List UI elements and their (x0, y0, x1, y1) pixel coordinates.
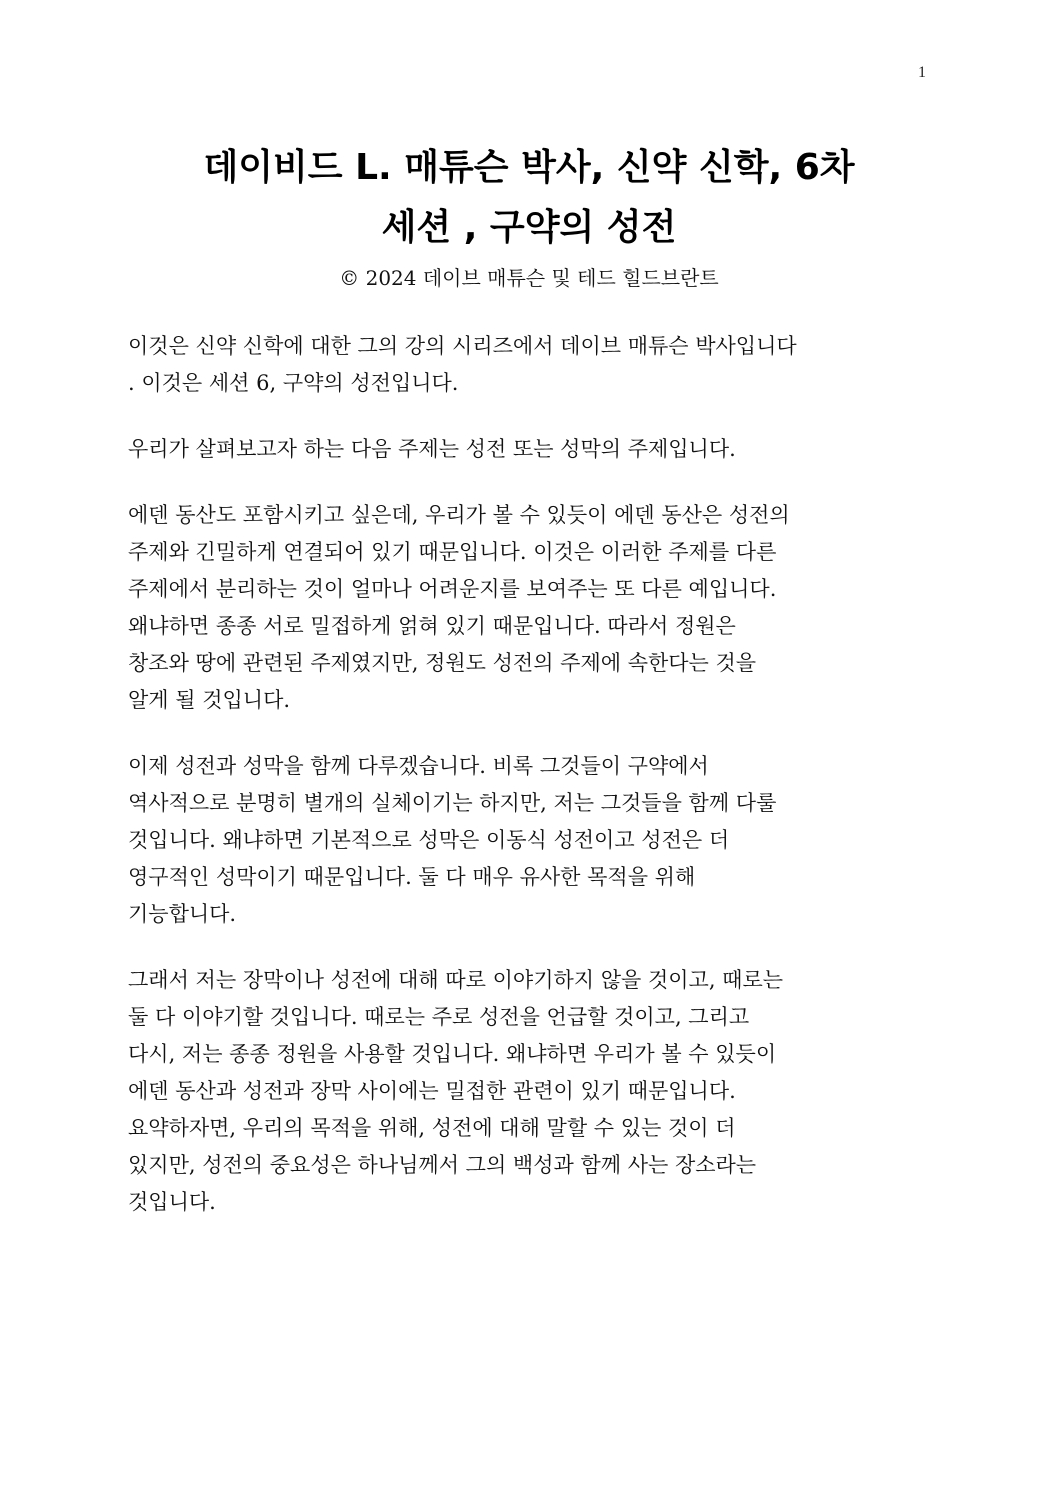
text-line: 영구적인 성막이기 때문입니다. 둘 다 매우 유사한 목적을 위해 (128, 865, 696, 889)
text-line: 기능합니다. (128, 902, 237, 926)
document-body (128, 328, 928, 1250)
paragraph-4 (128, 748, 928, 933)
text-line: 있지만, 성전의 중요성은 하나님께서 그의 백성과 함께 사는 장소라는 (128, 1153, 757, 1177)
copyright-notice: © 2024 데이브 매튜슨 및 테드 힐드브란트 (339, 266, 719, 290)
text-line: 주제와 긴밀하게 연결되어 있기 때문입니다. 이것은 이러한 주제를 다른 (128, 540, 777, 564)
text-line: 우리가 살펴보고자 하는 다음 주제는 성전 또는 성막의 주제입니다. (128, 437, 736, 461)
text-line: 창조와 땅에 관련된 주제였지만, 정원도 성전의 주제에 속한다는 것을 (128, 651, 757, 675)
paragraph-3 (128, 497, 928, 719)
title-line-2: 세션 , 구약의 성전 (381, 207, 677, 248)
text-line: 에덴 동산과 성전과 장막 사이에는 밀접한 관련이 있기 때문입니다. (128, 1079, 736, 1103)
text-line: 이것은 신약 신학에 대한 그의 강의 시리즈에서 데이브 매튜슨 박사입니다 (128, 334, 797, 358)
text-line: 역사적으로 분명히 별개의 실체이기는 하지만, 저는 그것들을 함께 다룰 (128, 791, 777, 815)
text-line: 둘 다 이야기할 것입니다. 때로는 주로 성전을 언급할 것이고, 그리고 (128, 1005, 750, 1029)
text-line: 왜냐하면 종종 서로 밀접하게 얽혀 있기 때문입니다. 따라서 정원은 (128, 614, 736, 638)
page-number: 1 (918, 64, 926, 81)
text-line: 다시, 저는 종종 정원을 사용할 것입니다. 왜냐하면 우리가 볼 수 있듯이 (128, 1042, 777, 1066)
title-line-1: 데이비드 L. 매튜슨 박사, 신약 신학, 6차 (203, 147, 855, 188)
text-line: 그래서 저는 장막이나 성전에 대해 따로 이야기하지 않을 것이고, 때로는 (128, 968, 784, 992)
paragraph-2 (128, 431, 928, 468)
text-line: 알게 될 것입니다. (128, 688, 291, 712)
text-line: 것입니다. (128, 1190, 216, 1214)
text-line: 에덴 동산도 포함시키고 싶은데, 우리가 볼 수 있듯이 에덴 동산은 성전의 (128, 503, 790, 527)
document-title (120, 138, 938, 258)
text-line: 이제 성전과 성막을 함께 다루겠습니다. 비록 그것들이 구약에서 (128, 754, 709, 778)
text-line: 주제에서 분리하는 것이 얼마나 어려운지를 보여주는 또 다른 예입니다. (128, 577, 777, 601)
text-line: 요약하자면, 우리의 목적을 위해, 성전에 대해 말할 수 있는 것이 더 (128, 1116, 736, 1140)
text-line: . 이것은 세션 6, 구약의 성전입니다. (128, 371, 459, 395)
paragraph-1 (128, 328, 928, 402)
paragraph-5 (128, 962, 928, 1221)
text-line: 것입니다. 왜냐하면 기본적으로 성막은 이동식 성전이고 성전은 더 (128, 828, 730, 852)
